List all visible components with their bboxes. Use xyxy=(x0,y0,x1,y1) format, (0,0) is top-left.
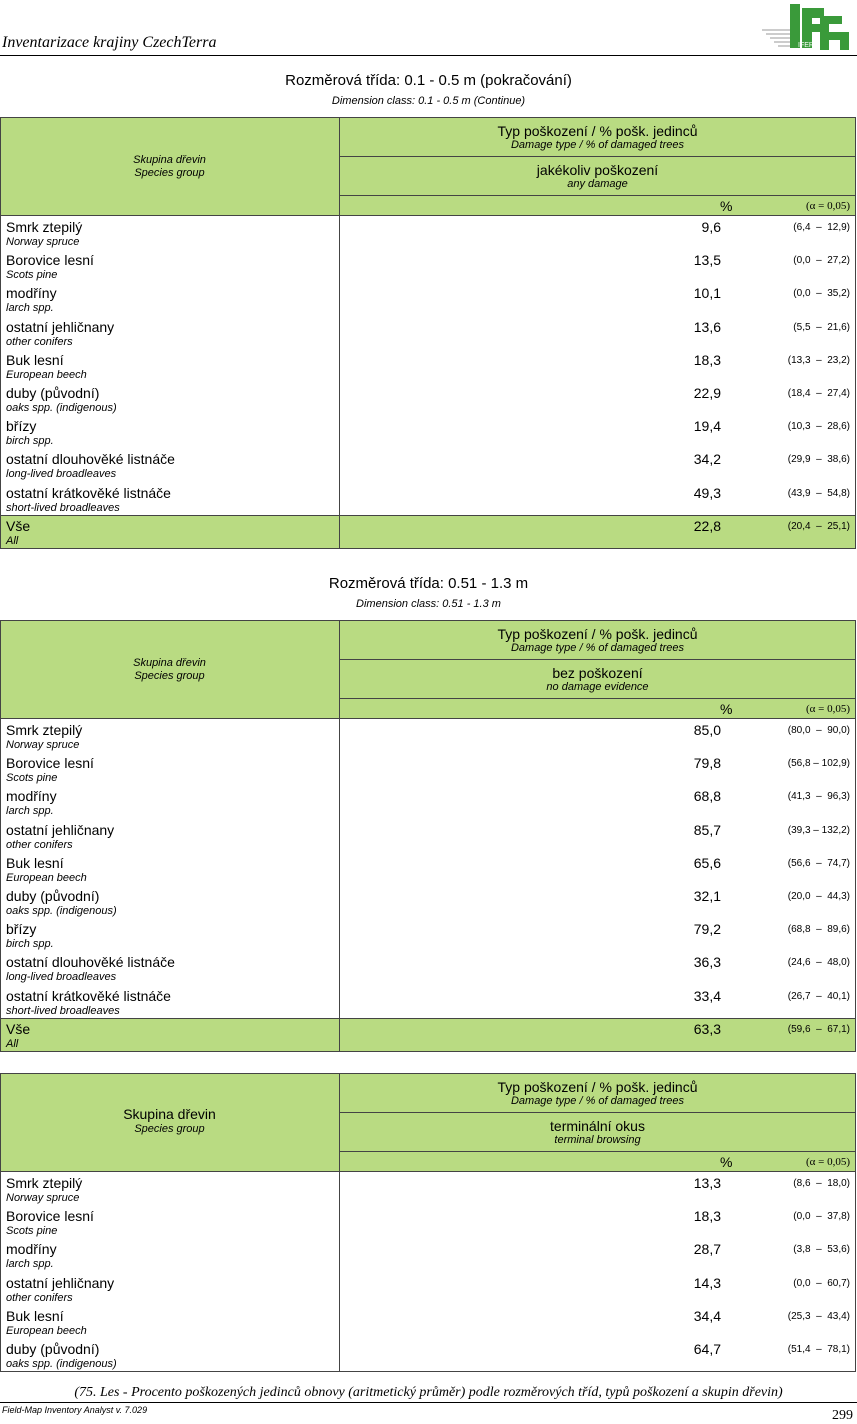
species-name-en: short-lived broadleaves xyxy=(6,501,120,514)
confidence-interval: (5,5 – 21,6) xyxy=(793,321,850,333)
damage-percent: 28,7 xyxy=(693,1241,721,1258)
species-group-header-en: Species group xyxy=(134,167,205,179)
section-1-title: Rozměrová třída: 0.1 - 0.5 m (pokračování) xyxy=(285,72,572,89)
species-name: Smrk ztepilý xyxy=(6,1175,83,1191)
species-group-header-en: Species group xyxy=(134,670,205,682)
species-name: Borovice lesní xyxy=(6,755,94,772)
species-group-header: Skupina dřevin xyxy=(133,657,206,669)
total-row-value: 22,8 xyxy=(693,518,721,534)
damage-type-header-en: Damage type / % of damaged trees xyxy=(510,1095,685,1107)
confidence-interval: (0,0 – 35,2) xyxy=(793,288,850,300)
damage-percent: 34,2 xyxy=(693,451,721,468)
confidence-interval: (18,4 – 27,4) xyxy=(787,388,850,399)
total-row-ci: (20,4 – 25,1) xyxy=(787,521,850,532)
species-name: modříny xyxy=(6,285,57,302)
species-name: Buk lesní xyxy=(6,351,64,368)
species-name-en: oaks spp. (indigenous) xyxy=(6,905,117,917)
damage-type-header-en: Damage type / % of damaged trees xyxy=(510,642,685,654)
confidence-interval: (43,9 – 54,8) xyxy=(787,487,850,499)
damage-percent: 18,3 xyxy=(693,1208,721,1225)
species-name-en: larch spp. xyxy=(6,302,54,315)
species-name-en: Norway spruce xyxy=(6,1192,80,1204)
damage-percent: 10,1 xyxy=(693,285,721,302)
species-name-en: other conifers xyxy=(6,335,73,348)
species-name: duby (původní) xyxy=(6,385,100,401)
species-name: Smrk ztepilý xyxy=(6,219,83,235)
damage-percent: 22,9 xyxy=(693,385,721,401)
svg-text:IFER: IFER xyxy=(798,42,814,49)
damage-percent: 85,7 xyxy=(693,821,721,838)
alpha-header: (α = 0,05) xyxy=(805,1156,850,1168)
confidence-interval: (3,8 – 53,6) xyxy=(793,1244,850,1256)
damage-category-en: any damage xyxy=(567,178,628,190)
damage-percent: 79,2 xyxy=(693,921,721,938)
confidence-interval: (20,0 – 44,3) xyxy=(787,891,850,902)
total-row-ci: (59,6 – 67,1) xyxy=(787,1024,850,1035)
table-caption: (75. Les - Procento poškozených jedinců obnovy (aritmetický průměr) podle rozměrových tříd, typů poškození a skupin dřevin) xyxy=(74,1385,783,1400)
total-row-label: Vše xyxy=(6,518,31,534)
species-group-header: Skupina dřevin xyxy=(123,1106,216,1122)
total-row-label-en: All xyxy=(6,535,19,547)
damage-percent: 33,4 xyxy=(693,987,721,1004)
confidence-interval: (0,0 – 37,8) xyxy=(793,1211,850,1223)
section-1-subtitle: Dimension class: 0.1 - 0.5 m (Continue) xyxy=(331,95,526,107)
species-group-header-en: Species group xyxy=(134,1123,205,1135)
ifer-logo xyxy=(760,2,854,52)
species-name-en: Norway spruce xyxy=(6,739,80,751)
species-name-en: European beech xyxy=(6,1324,87,1337)
confidence-interval: (10,3 – 28,6) xyxy=(787,421,850,433)
species-group-header: Skupina dřevin xyxy=(133,154,206,166)
species-name: břízy xyxy=(6,921,37,938)
damage-category: jakékoliv poškození xyxy=(536,162,659,178)
species-name: Borovice lesní xyxy=(6,1208,94,1225)
species-name-en: birch spp. xyxy=(6,938,54,951)
confidence-interval: (8,6 – 18,0) xyxy=(793,1178,850,1189)
confidence-interval: (51,4 – 78,1) xyxy=(787,1344,850,1355)
damage-percent: 13,6 xyxy=(693,318,721,335)
species-name: ostatní krátkověké listnáče xyxy=(6,987,171,1004)
damage-percent: 9,6 xyxy=(701,219,721,235)
damage-category: bez poškození xyxy=(552,665,643,681)
species-name-en: larch spp. xyxy=(6,1258,54,1271)
species-name: modříny xyxy=(6,788,57,805)
confidence-interval: (24,6 – 48,0) xyxy=(787,957,850,969)
damage-category-en: terminal browsing xyxy=(554,1134,641,1146)
alpha-header: (α = 0,05) xyxy=(805,703,850,715)
damage-percent: 65,6 xyxy=(693,854,721,871)
confidence-interval: (0,0 – 60,7) xyxy=(793,1277,850,1289)
species-name-en: long-lived broadleaves xyxy=(6,971,117,984)
species-name: ostatní krátkověké listnáče xyxy=(6,484,171,501)
species-name: duby (původní) xyxy=(6,1341,100,1357)
damage-percent: 14,3 xyxy=(693,1274,721,1291)
damage-percent: 85,0 xyxy=(693,722,721,738)
damage-percent: 18,3 xyxy=(693,351,721,368)
damage-percent: 13,3 xyxy=(693,1175,721,1191)
species-name-en: long-lived broadleaves xyxy=(6,468,117,481)
section-2-subtitle: Dimension class: 0.51 - 1.3 m xyxy=(356,598,501,610)
damage-type-header: Typ poškození / % pošk. jedinců xyxy=(497,626,698,642)
confidence-interval: (6,4 – 12,9) xyxy=(793,222,850,233)
species-name: břízy xyxy=(6,418,37,435)
confidence-interval: (25,3 – 43,4) xyxy=(787,1310,850,1322)
damage-percent: 32,1 xyxy=(693,888,721,904)
confidence-interval: (80,0 – 90,0) xyxy=(787,725,850,736)
species-name-en: other conifers xyxy=(6,1291,73,1304)
confidence-interval: (0,0 – 27,2) xyxy=(793,255,850,267)
confidence-interval: (41,3 – 96,3) xyxy=(787,791,850,803)
species-name-en: oaks spp. (indigenous) xyxy=(6,1358,117,1370)
species-name: ostatní dlouhověké listnáče xyxy=(6,954,175,971)
section-2-title: Rozměrová třída: 0.51 - 1.3 m xyxy=(328,575,529,592)
damage-percent: 19,4 xyxy=(693,418,721,435)
percent-header: % xyxy=(720,701,733,717)
damage-percent: 34,4 xyxy=(693,1307,721,1324)
damage-percent: 49,3 xyxy=(693,484,721,501)
species-name-en: birch spp. xyxy=(6,435,54,448)
total-row-value: 63,3 xyxy=(693,1021,721,1037)
species-name: modříny xyxy=(6,1241,57,1258)
percent-header: % xyxy=(720,1154,733,1170)
damage-category-en: no damage evidence xyxy=(546,681,649,693)
species-name-en: Scots pine xyxy=(6,772,58,785)
confidence-interval: (29,9 – 38,6) xyxy=(787,454,850,466)
footer-rule xyxy=(0,1402,857,1403)
species-name-en: European beech xyxy=(6,368,87,381)
species-name: duby (původní) xyxy=(6,888,100,904)
confidence-interval: (39,3 – 132,2) xyxy=(787,824,850,836)
species-name: Buk lesní xyxy=(6,1307,64,1324)
species-name-en: larch spp. xyxy=(6,805,54,818)
confidence-interval: (56,8 – 102,9) xyxy=(787,758,850,770)
species-name-en: other conifers xyxy=(6,838,73,851)
header-rule xyxy=(0,55,857,56)
species-name: ostatní jehličnany xyxy=(6,318,115,335)
page-number: 299 xyxy=(832,1408,853,1423)
damage-percent: 79,8 xyxy=(693,755,721,772)
species-name: ostatní jehličnany xyxy=(6,1274,115,1291)
damage-type-header: Typ poškození / % pošk. jedinců xyxy=(497,123,698,139)
percent-header: % xyxy=(720,198,733,214)
confidence-interval: (56,6 – 74,7) xyxy=(787,857,850,869)
species-name-en: Scots pine xyxy=(6,269,58,282)
species-name-en: short-lived broadleaves xyxy=(6,1004,120,1017)
footer-software: Field-Map Inventory Analyst v. 7.029 xyxy=(2,1405,148,1415)
document-header-title: Inventarizace krajiny CzechTerra xyxy=(2,34,217,51)
damage-type-header-en: Damage type / % of damaged trees xyxy=(510,139,685,151)
species-name: Buk lesní xyxy=(6,854,64,871)
damage-percent: 13,5 xyxy=(693,252,721,269)
species-name-en: Norway spruce xyxy=(6,236,80,248)
damage-percent: 64,7 xyxy=(693,1341,721,1357)
damage-percent: 68,8 xyxy=(693,788,721,805)
species-name: Smrk ztepilý xyxy=(6,722,83,738)
total-row-label: Vše xyxy=(6,1021,31,1037)
species-name: ostatní jehličnany xyxy=(6,821,115,838)
species-name-en: Scots pine xyxy=(6,1225,58,1238)
alpha-header: (α = 0,05) xyxy=(805,200,850,212)
total-row-label-en: All xyxy=(6,1038,19,1050)
damage-percent: 36,3 xyxy=(693,954,721,971)
confidence-interval: (26,7 – 40,1) xyxy=(787,990,850,1002)
species-name: ostatní dlouhověké listnáče xyxy=(6,451,175,468)
confidence-interval: (13,3 – 23,2) xyxy=(787,354,850,366)
species-name-en: European beech xyxy=(6,871,87,884)
damage-type-header: Typ poškození / % pošk. jedinců xyxy=(497,1079,698,1095)
confidence-interval: (68,8 – 89,6) xyxy=(787,924,850,936)
species-name: Borovice lesní xyxy=(6,252,94,269)
damage-category: terminální okus xyxy=(550,1118,645,1134)
species-name-en: oaks spp. (indigenous) xyxy=(6,402,117,414)
